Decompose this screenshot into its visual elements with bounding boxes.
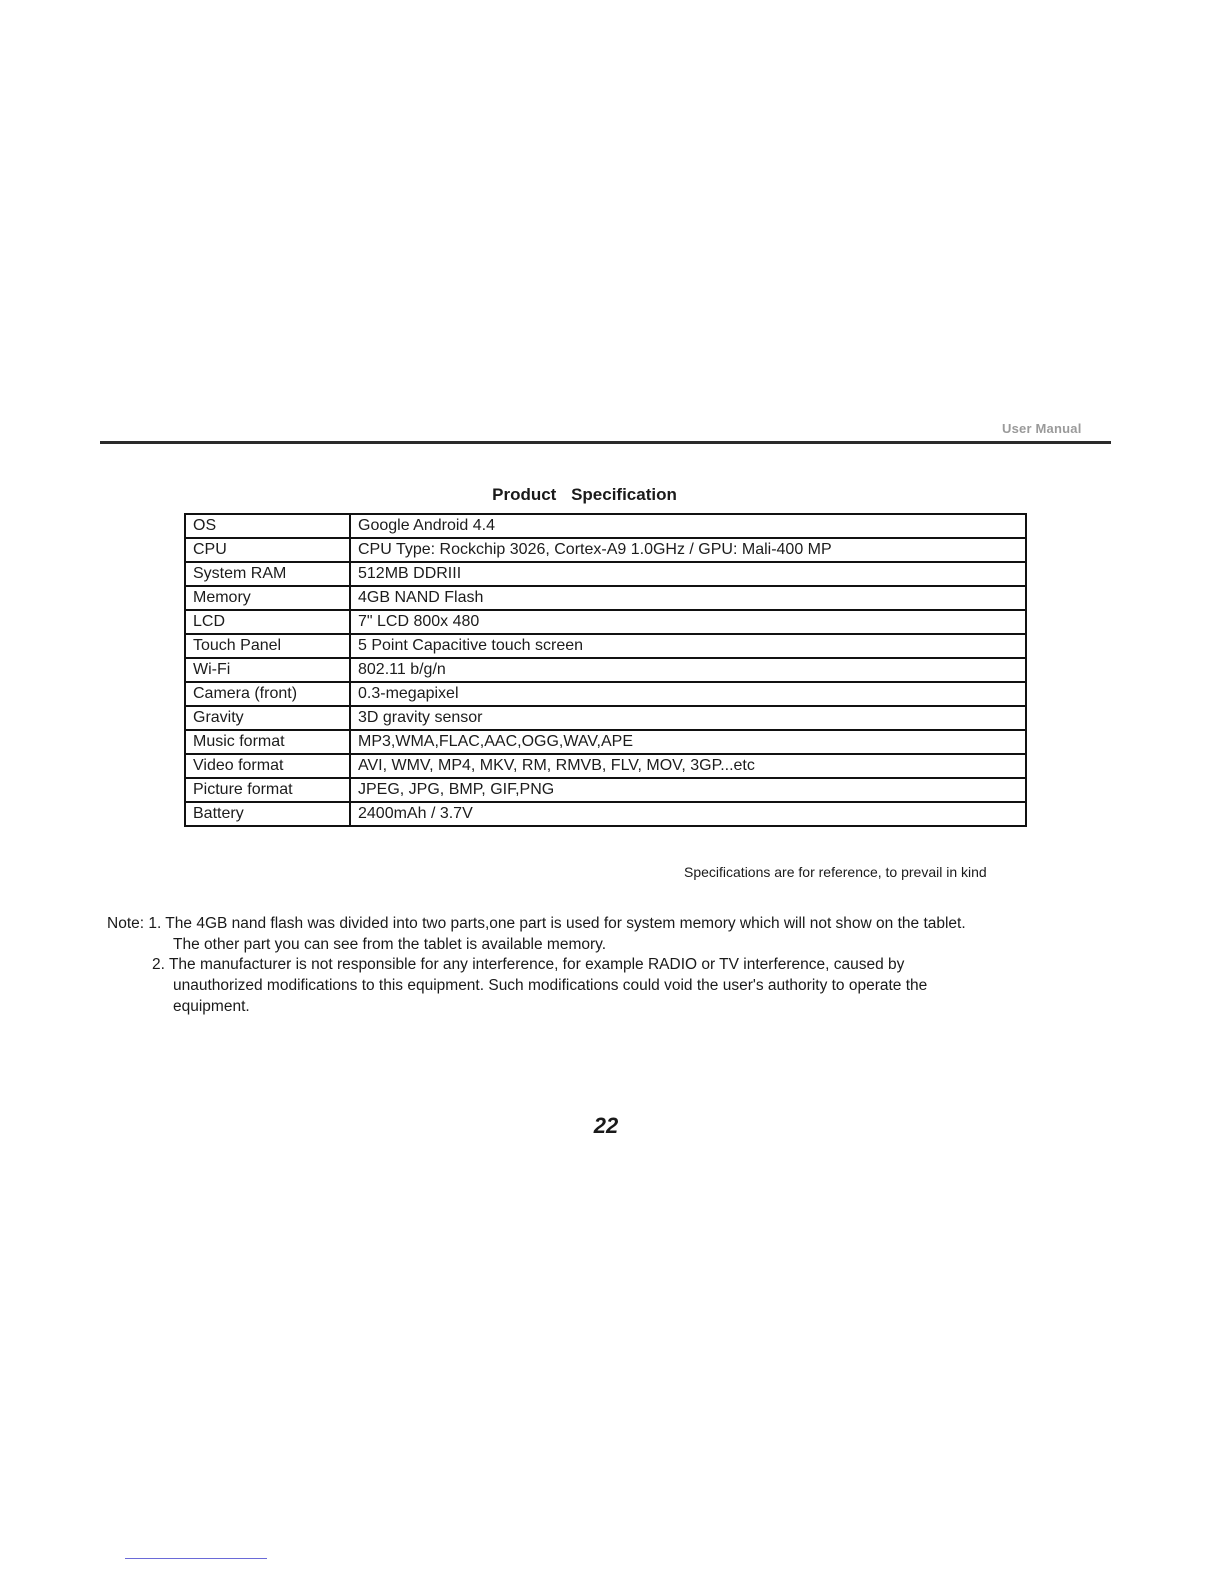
table-row	[185, 706, 1026, 730]
table-row	[185, 754, 1026, 778]
spec-value: 5 Point Capacitive touch screen	[350, 634, 1026, 658]
spec-label: Picture format	[185, 778, 350, 802]
spec-label: Wi-Fi	[185, 658, 350, 682]
page-number: 22	[593, 1113, 619, 1138]
spec-value: CPU Type: Rockchip 3026, Cortex-A9 1.0GHz / GPU: Mali-400 MP	[350, 538, 1026, 562]
table-row	[185, 562, 1026, 586]
table-row	[185, 634, 1026, 658]
table-row	[185, 586, 1026, 610]
spec-value: AVI, WMV, MP4, MKV, RM, RMVB, FLV, MOV, 3GP...etc	[350, 754, 1026, 778]
spec-label: Camera (front)	[185, 682, 350, 706]
table-row	[185, 730, 1026, 754]
footer-divider	[125, 1558, 267, 1559]
spec-label: Memory	[185, 586, 350, 610]
table-row	[185, 682, 1026, 706]
spec-label: Gravity	[185, 706, 350, 730]
table-row	[185, 610, 1026, 634]
spec-label: System RAM	[185, 562, 350, 586]
note-1-line-1: Note: 1. The 4GB nand flash was divided into two parts,one part is used for system memory which will not show on the tablet.	[107, 915, 966, 932]
spec-label: Touch Panel	[185, 634, 350, 658]
table-row	[185, 802, 1026, 826]
spec-value: 3D gravity sensor	[350, 706, 1026, 730]
header-divider	[100, 441, 1111, 444]
spec-value: 802.11 b/g/n	[350, 658, 1026, 682]
table-row	[185, 538, 1026, 562]
spec-value: JPEG, JPG, BMP, GIF,PNG	[350, 778, 1026, 802]
spec-label: Video format	[185, 754, 350, 778]
spec-value: 2400mAh / 3.7V	[350, 802, 1026, 826]
spec-value: 0.3-megapixel	[350, 682, 1026, 706]
table-row	[185, 778, 1026, 802]
table-row	[185, 514, 1026, 538]
spec-value: MP3,WMA,FLAC,AAC,OGG,WAV,APE	[350, 730, 1026, 754]
spec-label: OS	[185, 514, 350, 538]
note-2-line-1: 2. The manufacturer is not responsible for any interference, for example RADIO or TV interference, caused by	[152, 956, 905, 974]
page-title: Product Specification	[492, 485, 677, 504]
note-2-line-3: equipment.	[173, 997, 250, 1015]
running-header: User Manual	[1002, 421, 1082, 436]
spec-label: CPU	[185, 538, 350, 562]
table-row	[185, 658, 1026, 682]
spec-value: Google Android 4.4	[350, 514, 1026, 538]
spec-value: 7" LCD 800x 480	[350, 610, 1026, 634]
note-2-line-2: unauthorized modifications to this equipment. Such modifications could void the user's authority to operate the	[173, 977, 928, 995]
spec-table-body	[185, 514, 1026, 826]
note-1-line-2: The other part you can see from the tablet is available memory.	[173, 935, 607, 953]
spec-table	[184, 513, 1027, 827]
notes-section	[107, 914, 1027, 1018]
spec-value: 512MB DDRIII	[350, 562, 1026, 586]
spec-label: LCD	[185, 610, 350, 634]
reference-note: Specifications are for reference, to prevail in kind	[684, 864, 987, 880]
spec-value: 4GB NAND Flash	[350, 586, 1026, 610]
spec-label: Battery	[185, 802, 350, 826]
spec-label: Music format	[185, 730, 350, 754]
